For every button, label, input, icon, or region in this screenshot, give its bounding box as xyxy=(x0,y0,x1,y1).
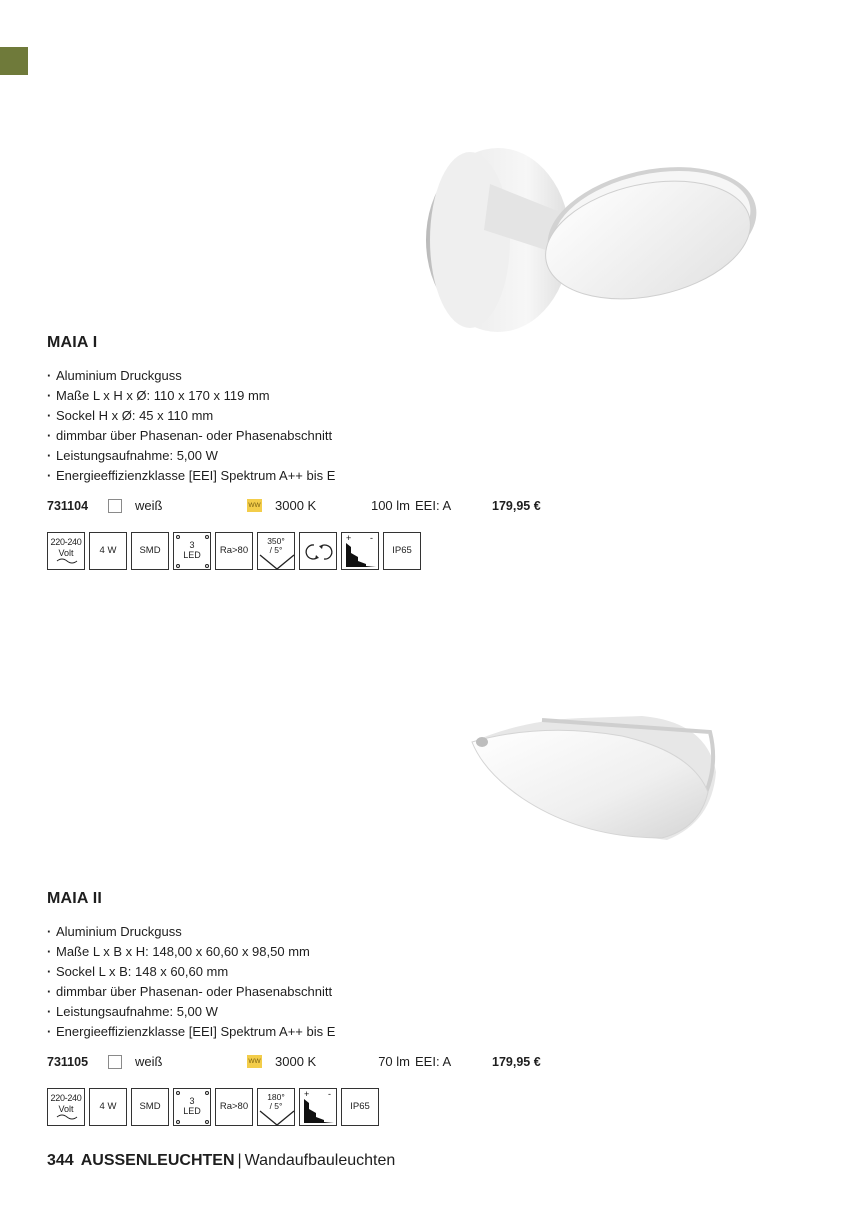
power-icon: 4 W xyxy=(89,1088,127,1126)
spec-icon-row xyxy=(47,1088,667,1126)
feature-item: · Leistungsaufnahme: 5,00 W xyxy=(47,1002,667,1022)
voltage-range: 220-240 xyxy=(50,1093,82,1103)
voltage-icon xyxy=(47,532,85,570)
luminous-flux: 100 lm xyxy=(370,498,410,513)
feature-list xyxy=(47,366,667,486)
ip-rating-icon: IP65 xyxy=(383,532,421,570)
feature-item: · Leistungsaufnahme: 5,00 W xyxy=(47,446,667,466)
cri-icon: Ra>80 xyxy=(215,532,253,570)
voltage-icon xyxy=(47,1088,85,1126)
feature-item: · Sockel H x Ø: 45 x 110 mm xyxy=(47,406,667,426)
feature-item: · Maße L x H x Ø: 110 x 170 x 119 mm xyxy=(47,386,667,406)
feature-item: · Energieeffizienzklasse [EEI] Spektrum A++ bis E xyxy=(47,466,667,486)
angle-secondary: / 5° xyxy=(269,1101,283,1111)
feature-item: · Energieeffizienzklasse [EEI] Spektrum A++ bis E xyxy=(47,1022,667,1042)
led-count-icon xyxy=(173,532,211,570)
article-number: 731104 xyxy=(47,499,89,513)
angle-primary: 350° xyxy=(267,536,285,546)
section-color-tab xyxy=(0,47,28,75)
led-type-icon: SMD xyxy=(131,532,169,570)
feature-item: · Aluminium Druckguss xyxy=(47,922,667,942)
color-swatch xyxy=(108,1055,122,1069)
color-temperature: 3000 K xyxy=(275,498,317,513)
order-row xyxy=(47,1052,667,1072)
price: 179,95 € xyxy=(492,1055,541,1069)
ip-rating-icon: IP65 xyxy=(341,1088,379,1126)
angle-secondary: / 5° xyxy=(269,545,283,555)
led-count-icon xyxy=(173,1088,211,1126)
angle-primary: 180° xyxy=(267,1092,285,1102)
color-name: weiß xyxy=(135,498,163,513)
led-count: 3 xyxy=(189,1096,195,1106)
product-image-maia-1 xyxy=(420,140,760,340)
warm-white-badge: WW xyxy=(247,1055,262,1068)
dimmable-icon xyxy=(299,1088,337,1126)
warm-white-badge: WW xyxy=(247,499,262,512)
svg-text:+: + xyxy=(346,533,352,543)
page-footer xyxy=(47,1152,395,1170)
footer-separator: | xyxy=(237,1152,242,1169)
feature-item: · Sockel L x B: 148 x 60,60 mm xyxy=(47,962,667,982)
product-image-maia-2 xyxy=(462,712,722,862)
energy-class: EEI: A xyxy=(415,498,452,513)
voltage-unit: Volt xyxy=(58,1104,74,1114)
feature-item: · Aluminium Druckguss xyxy=(47,366,667,386)
power-icon: 4 W xyxy=(89,532,127,570)
feature-list xyxy=(47,922,667,1042)
color-swatch xyxy=(108,499,122,513)
product-maia-2 xyxy=(47,890,667,1126)
rotate-icon xyxy=(299,532,337,570)
voltage-unit: Volt xyxy=(58,548,74,558)
led-label: LED xyxy=(183,1106,201,1116)
subsection-title: Wandaufbauleuchten xyxy=(244,1152,396,1169)
order-row xyxy=(47,496,667,516)
feature-item: · dimmbar über Phasenan- oder Phasenabschnitt xyxy=(47,982,667,1002)
cri-icon: Ra>80 xyxy=(215,1088,253,1126)
color-temperature: 3000 K xyxy=(275,1054,317,1069)
product-maia-1 xyxy=(47,334,667,570)
svg-text:+: + xyxy=(304,1089,310,1099)
svg-text:-: - xyxy=(370,533,373,543)
product-title: MAIA I xyxy=(47,334,98,351)
section-title: AUSSENLEUCHTEN xyxy=(80,1152,235,1169)
article-number: 731105 xyxy=(47,1055,89,1069)
feature-item: · Maße L x B x H: 148,00 x 60,60 x 98,50 mm xyxy=(47,942,667,962)
beam-angle-icon xyxy=(257,532,295,570)
svg-text:-: - xyxy=(328,1089,331,1099)
voltage-range: 220-240 xyxy=(50,537,82,547)
led-type-icon: SMD xyxy=(131,1088,169,1126)
led-label: LED xyxy=(183,550,201,560)
beam-angle-icon xyxy=(257,1088,295,1126)
dimmable-icon xyxy=(341,532,379,570)
energy-class: EEI: A xyxy=(415,1054,452,1069)
luminous-flux: 70 lm xyxy=(378,1054,410,1069)
feature-item: · dimmbar über Phasenan- oder Phasenabschnitt xyxy=(47,426,667,446)
page-number: 344 xyxy=(47,1152,74,1169)
product-title: MAIA II xyxy=(47,890,103,907)
spec-icon-row xyxy=(47,532,667,570)
led-count: 3 xyxy=(189,540,195,550)
color-name: weiß xyxy=(135,1054,163,1069)
price: 179,95 € xyxy=(492,499,541,513)
